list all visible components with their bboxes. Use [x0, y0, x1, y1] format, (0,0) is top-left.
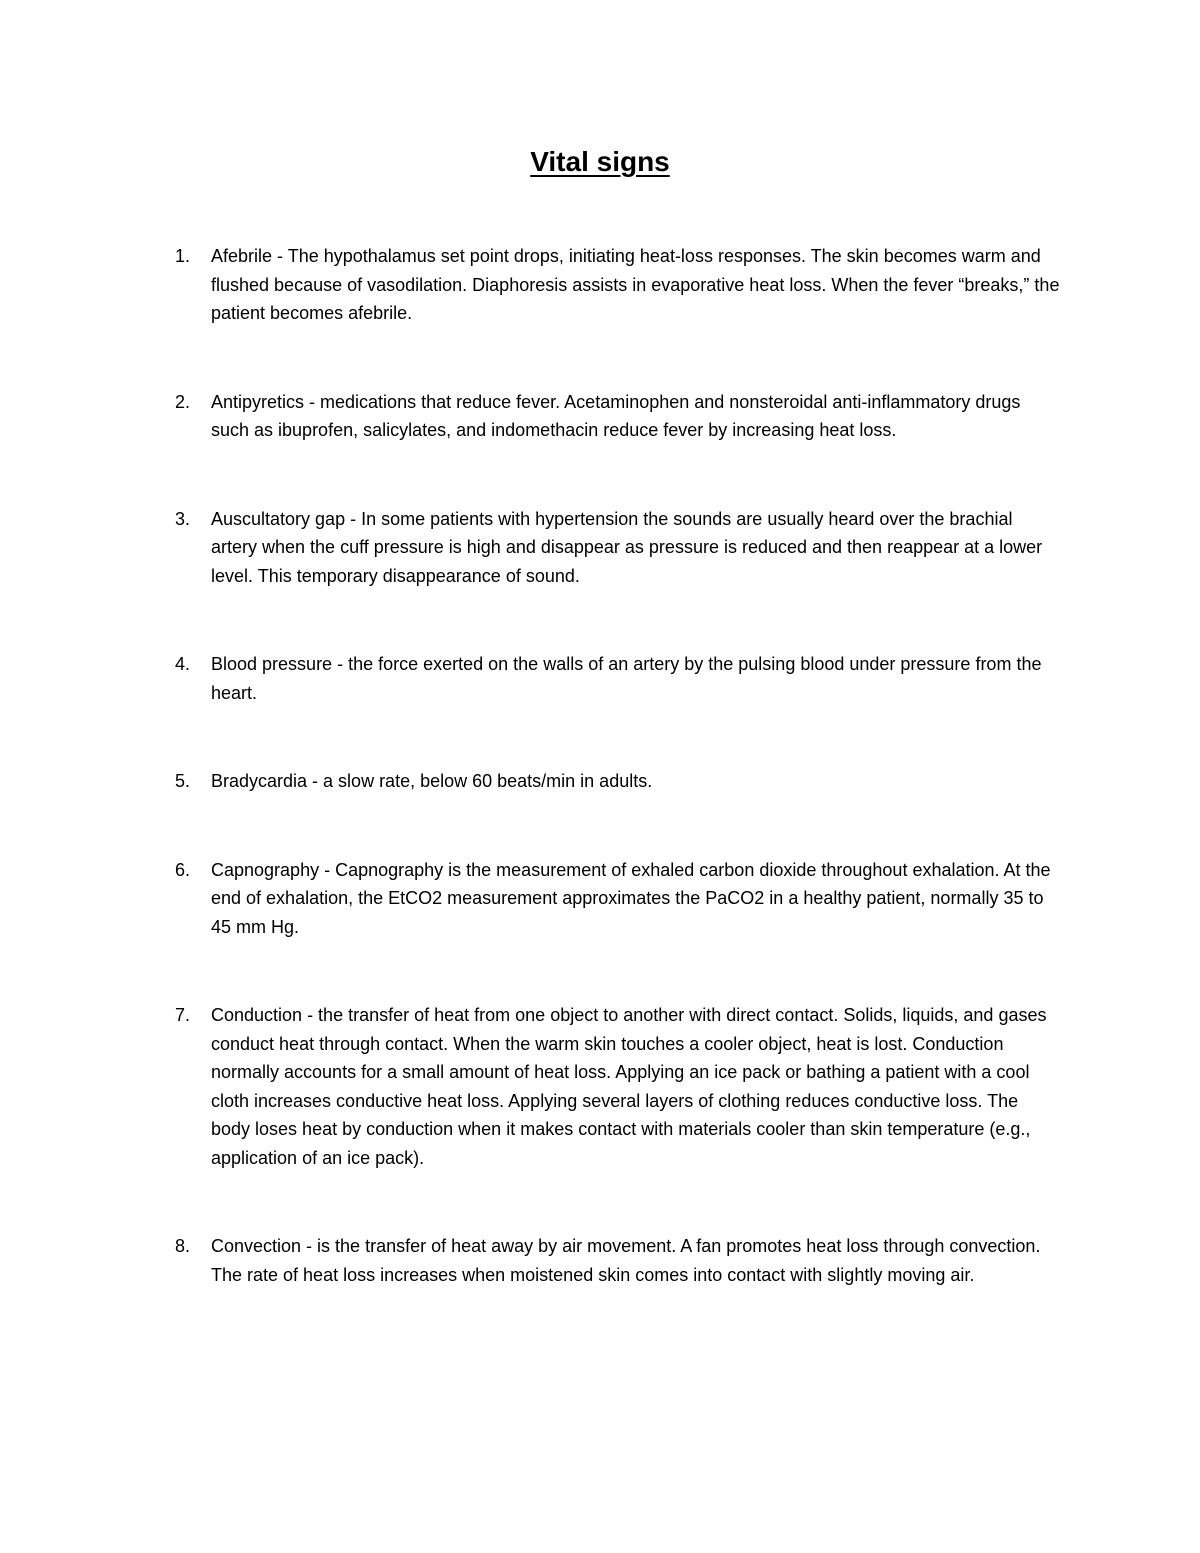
list-item-text: Auscultatory gap - In some patients with hypertension the sounds are usually heard over the brachial artery when the cuff pressure is high and disappear as pressure is reduced and then reappear at a lower level. This temporary disappearance of sound. — [211, 508, 1043, 586]
list-item-number: 1. — [175, 246, 191, 266]
list-item-text: Conduction - the transfer of heat from one object to another with direct contact. Solids, liquids, and gases conduct heat through contact. When the warm skin touches a cooler object, heat is lost. Conduction normally accounts for a small amount of heat loss. Applying an ice pack or bathing a patient with a cool cloth increases conductive heat loss. Applying several layers of clothing reduces conductive loss. The body loses heat by conduction when it makes contact with materials cooler than skin temperature (e.g., application of an ice pack). — [211, 1005, 1047, 1168]
list-item-number: 2. — [175, 391, 191, 412]
list-item-text: Blood pressure - the force exerted on the walls of an artery by the pulsing blood under pressure from the heart. — [211, 654, 1042, 703]
list-item — [0, 856, 1200, 942]
list-item-number: 7. — [175, 1005, 191, 1025]
page-title: Vital signs — [530, 146, 670, 177]
list-item-text: Convection - is the transfer of heat away by air movement. A fan promotes heat loss through convection. The rate of heat loss increases when moistened skin comes into contact with slightly moving air. — [211, 1236, 1041, 1285]
list-item-number: 4. — [175, 654, 191, 674]
list-item-number: 8. — [175, 1236, 191, 1256]
list-item-text: Capnography - Capnography is the measurement of exhaled carbon dioxide throughout exhalation. At the end of exhalation, the EtCO2 measurement approximates the PaCO2 in a healthy patient, normally 35 to 45 mm Hg. — [211, 859, 1051, 937]
list-item — [0, 650, 1200, 707]
list-item — [0, 1232, 1200, 1289]
term-list — [0, 242, 1200, 1349]
list-item-number: 6. — [175, 859, 191, 880]
list-item-number: 3. — [175, 508, 191, 529]
list-item — [0, 767, 1200, 796]
list-item — [0, 242, 1200, 328]
list-item — [0, 1001, 1200, 1172]
list-item-text: Bradycardia - a slow rate, below 60 beats/min in adults. — [211, 771, 653, 791]
list-item — [0, 505, 1200, 591]
list-item-text: Antipyretics - medications that reduce fever. Acetaminophen and nonsteroidal anti-inflammatory drugs such as ibuprofen, salicylates, and indomethacin reduce fever by increasing heat loss. — [211, 391, 1021, 440]
list-item-text: Afebrile - The hypothalamus set point drops, initiating heat-loss responses. The skin becomes warm and flushed because of vasodilation. Diaphoresis assists in evaporative heat loss. When the fever “breaks,” the patient becomes afebrile. — [211, 246, 1060, 323]
list-item-number: 5. — [175, 771, 191, 791]
list-item — [0, 388, 1200, 445]
